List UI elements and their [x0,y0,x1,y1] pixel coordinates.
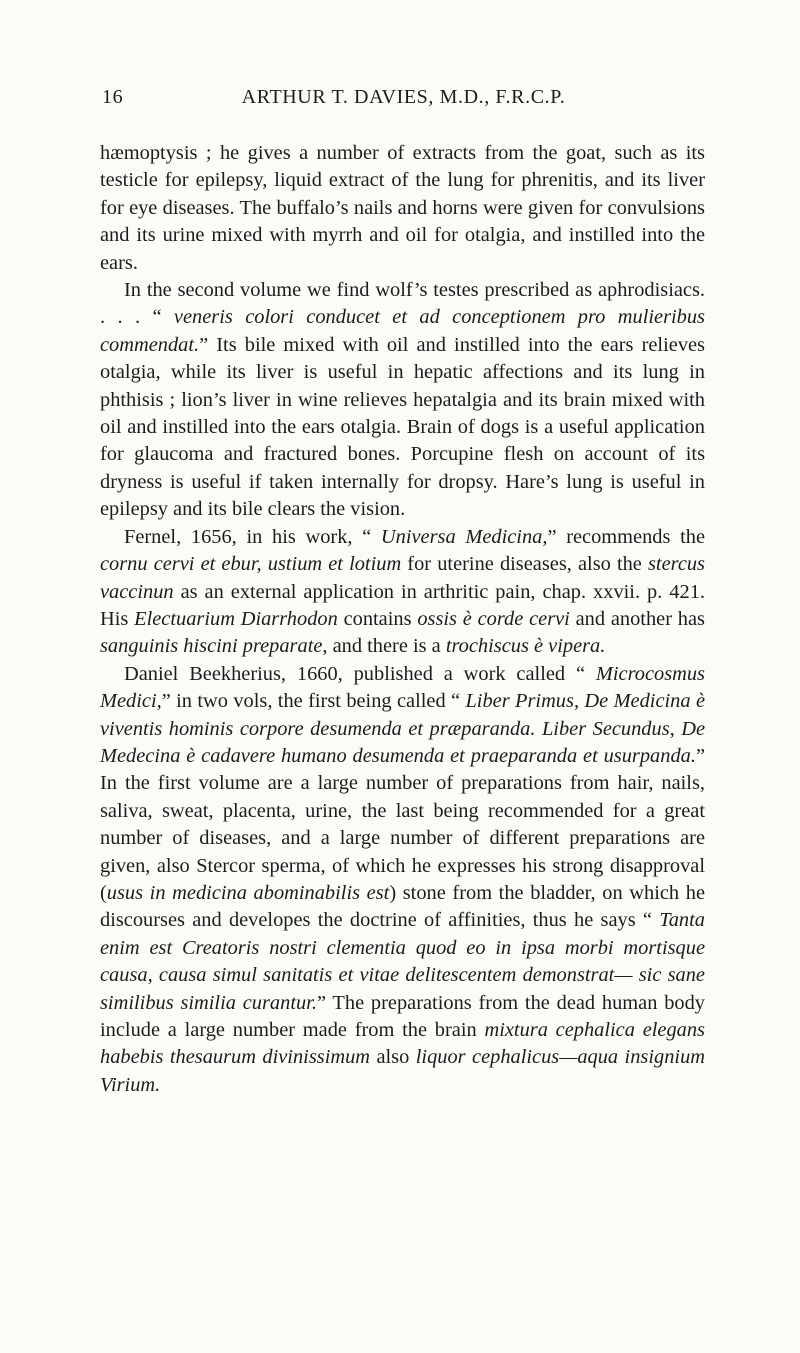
text-run: ” Its bile mixed with oil and instilled into the ears relieves otalgia, while its liver is useful in hepatic affections and its lung in phthisis ; lion’s liver in wine relieves hepatalgia and its brain mixed with oil and instilled into the ears otalgia. Brain of dogs is a useful application for glaucoma and fractured bones. Porcupine flesh on account of its dryness is useful if taken internally for dropsy. Hare’s lung is useful in epilepsy and its bile clears the vision. [100,333,705,521]
text-run: Daniel Beekherius, 1660, published a work called “ [124,662,596,685]
italic-text: mixtura cephalica elegans habebis thesaurum divinissimum [100,1019,705,1069]
paragraph [100,277,705,524]
text-run: Fernel, 1656, in his work, “ [124,525,381,548]
running-title: ARTHUR T. DAVIES, M.D., F.R.C.P. [241,86,566,108]
text-run: , and there is a [322,635,446,658]
paragraph [100,661,705,1100]
italic-text: Liber Primus, De Medicina è viventis hominis corpore desumenda et præparanda. Liber Secundus, De Medecina è cadavere humano desumenda et praeparanda et usurpanda. [100,690,705,767]
italic-text: Tanta enim est Creatoris nostri clementia quod eo in ipsa morbi mortisque causa, causa simul sanitatis et vitae delitescentem demonstrat— sic sane similibus similia curantur. [100,909,705,1014]
italic-text: usus in medicina abominabilis est [106,881,390,904]
italic-text: liquor cephalicus—aqua insignium Virium. [100,1046,705,1096]
text-run: and another has [569,607,705,630]
italic-text: Electuarium Diarrhodon [134,607,338,630]
body-text [100,140,705,1099]
italic-text: Universa Medicina, [380,525,548,548]
italic-text: Microcosmus Medici, [100,662,705,713]
italic-text: stercus vaccinun [100,553,705,603]
italic-text: cornu cervi et ebur, ustium et lotium [100,553,402,576]
text-run: ” in two vols, the first being called “ [161,690,466,713]
text-run: ” In the first volume are a large number of preparations from hair, nails, saliva, sweat, placenta, urine, the last being recommended for a great number of diseases, and a large number of different preparations are given, also Stercor sperma, of which he expresses his strong disapproval ( [100,744,705,904]
italic-text: sanguinis hiscini preparate [100,635,323,658]
paragraph [100,140,705,277]
text-run: ) stone from the bladder, on which he discourses and developes the doctrine of affinities, thus he says “ [100,881,705,932]
text-run: In the second volume we find wolf’s testes prescribed as aphrodisiacs. . . . “ [100,279,705,329]
italic-text: ossis è corde cervi [417,607,570,630]
text-run: hæmoptysis ; he gives a number of extracts from the goat, such as its testicle for epilepsy, liquid extract of the lung for phrenitis, and its liver for eye diseases. The buffalo’s nails and horns were given for convulsions and its urine mixed with myrrh and oil for otalgia, and instilled into the ears. [100,142,705,274]
text-run: also [370,1046,416,1069]
text-run: ” recommends the [547,525,705,548]
text-run: for uterine diseases, also the [401,553,648,576]
paragraph [100,524,705,661]
italic-text: veneris colori conducet et ad conceptionem pro mulieribus commendat. [100,306,705,356]
italic-text: trochiscus è vipera. [445,635,606,658]
page-number: 16 [102,86,124,108]
text-run: contains [337,607,418,630]
text-run: as an external application in arthritic pain, chap. xxvii. p. 421. His [100,580,705,630]
text-run: ” The preparations from the dead human body include a large number made from the brain [100,991,705,1041]
